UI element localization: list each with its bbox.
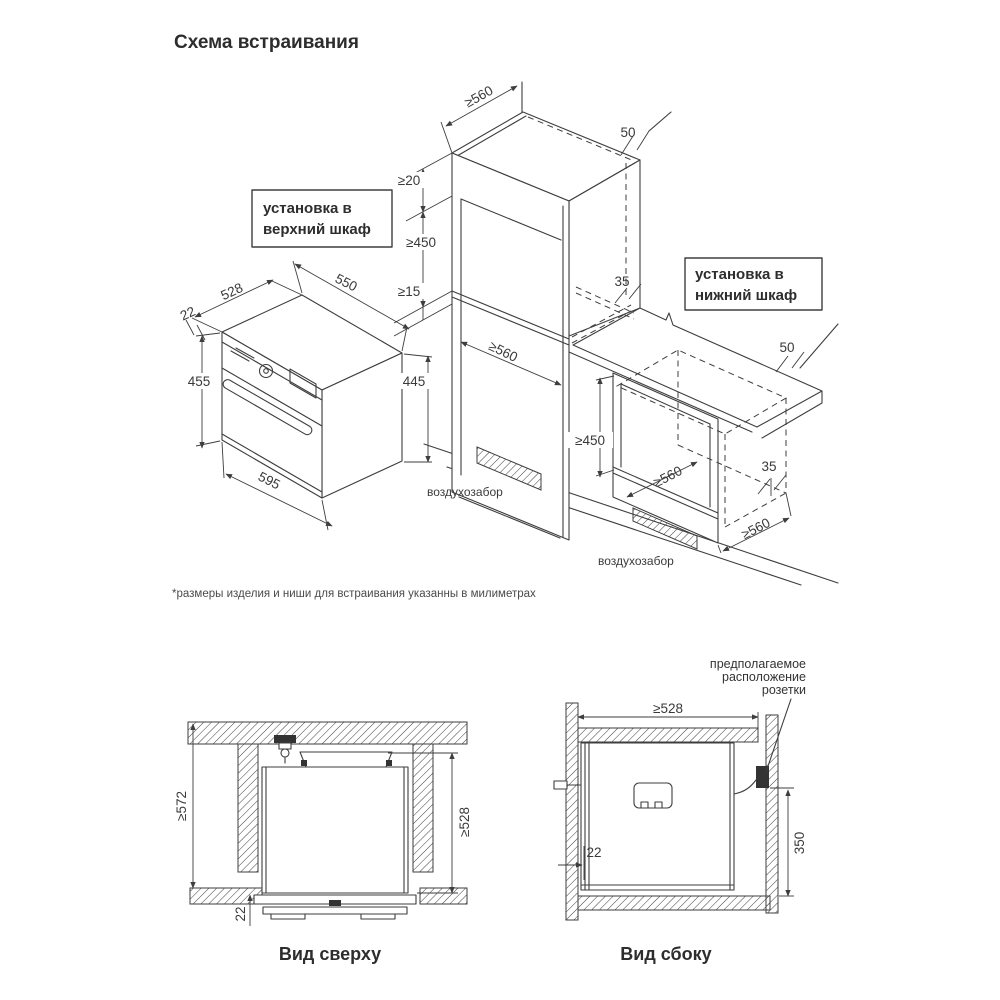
- dim-lower-niche-height: ≥450: [575, 433, 605, 448]
- dim-sideview-socket-height: 350: [792, 831, 807, 855]
- callout-lower-line1: установка в: [695, 266, 784, 283]
- dim-upper-gap-top: ≥20: [397, 173, 421, 188]
- callout-upper-line1: установка в: [263, 200, 352, 217]
- side-view: [554, 657, 807, 964]
- oven-handle-side-view: [554, 781, 567, 789]
- callout-lower-line2: нижний шкаф: [695, 287, 798, 304]
- dim-topview-niche-depth: ≥572: [174, 791, 189, 821]
- dim-lower-top-gap: 50: [779, 340, 795, 355]
- dim-upper-gap-bottom: ≥15: [397, 284, 421, 299]
- dim-topview-oven-depth: ≥528: [457, 807, 472, 837]
- dim-oven-height-back: 445: [402, 374, 426, 389]
- dim-upper-wall-gap: 35: [614, 274, 630, 289]
- callout-upper-line2: верхний шкаф: [263, 221, 371, 238]
- footnote: *размеры изделия и ниши для встраивания указанны в милиметрах: [172, 588, 536, 600]
- dim-sideview-door: 22: [586, 845, 602, 860]
- socket-note-line1: предполагаемое: [709, 657, 806, 671]
- top-view: [174, 722, 472, 964]
- dim-oven-width-front: 595: [255, 468, 283, 493]
- dim-upper-niche-depth: ≥560: [462, 82, 496, 111]
- oven-iso: [222, 295, 403, 498]
- air-intake-lower-label: воздухозабор: [598, 554, 674, 568]
- dim-upper-top-gap: 50: [620, 125, 636, 140]
- dim-lower-niche-width: ≥560: [651, 463, 685, 491]
- page-title: Схема встраивания: [174, 32, 359, 53]
- dim-upper-niche-width: ≥560: [486, 338, 520, 365]
- socket-note-line3: розетки: [761, 683, 806, 697]
- dim-lower-wall-gap: 35: [761, 459, 777, 474]
- caption-side-view: Вид сбоку: [620, 944, 712, 964]
- lower-cabinet-iso: [569, 287, 838, 549]
- dim-sideview-niche-depth: ≥528: [653, 701, 683, 716]
- dim-oven-height-front: 455: [187, 374, 211, 389]
- dim-oven-depth: 528: [218, 279, 246, 304]
- dim-topview-door: 22: [233, 906, 248, 922]
- dim-oven-offset: 22: [177, 303, 198, 324]
- dim-upper-niche-height: ≥450: [406, 235, 436, 250]
- air-intake-upper-label: воздухозабор: [427, 485, 503, 499]
- oven-body-top-view: [262, 767, 408, 893]
- caption-top-view: Вид сверху: [278, 944, 382, 964]
- socket-note-line2: расположение: [722, 670, 806, 684]
- power-cord-bracket: [274, 735, 296, 743]
- callout-lower-cabinet: [685, 258, 822, 310]
- dim-lower-niche-depth: ≥560: [739, 515, 773, 543]
- dim-oven-width-back: 550: [332, 270, 360, 295]
- callout-upper-cabinet: [252, 190, 392, 247]
- oven-body-side-view: [581, 743, 734, 890]
